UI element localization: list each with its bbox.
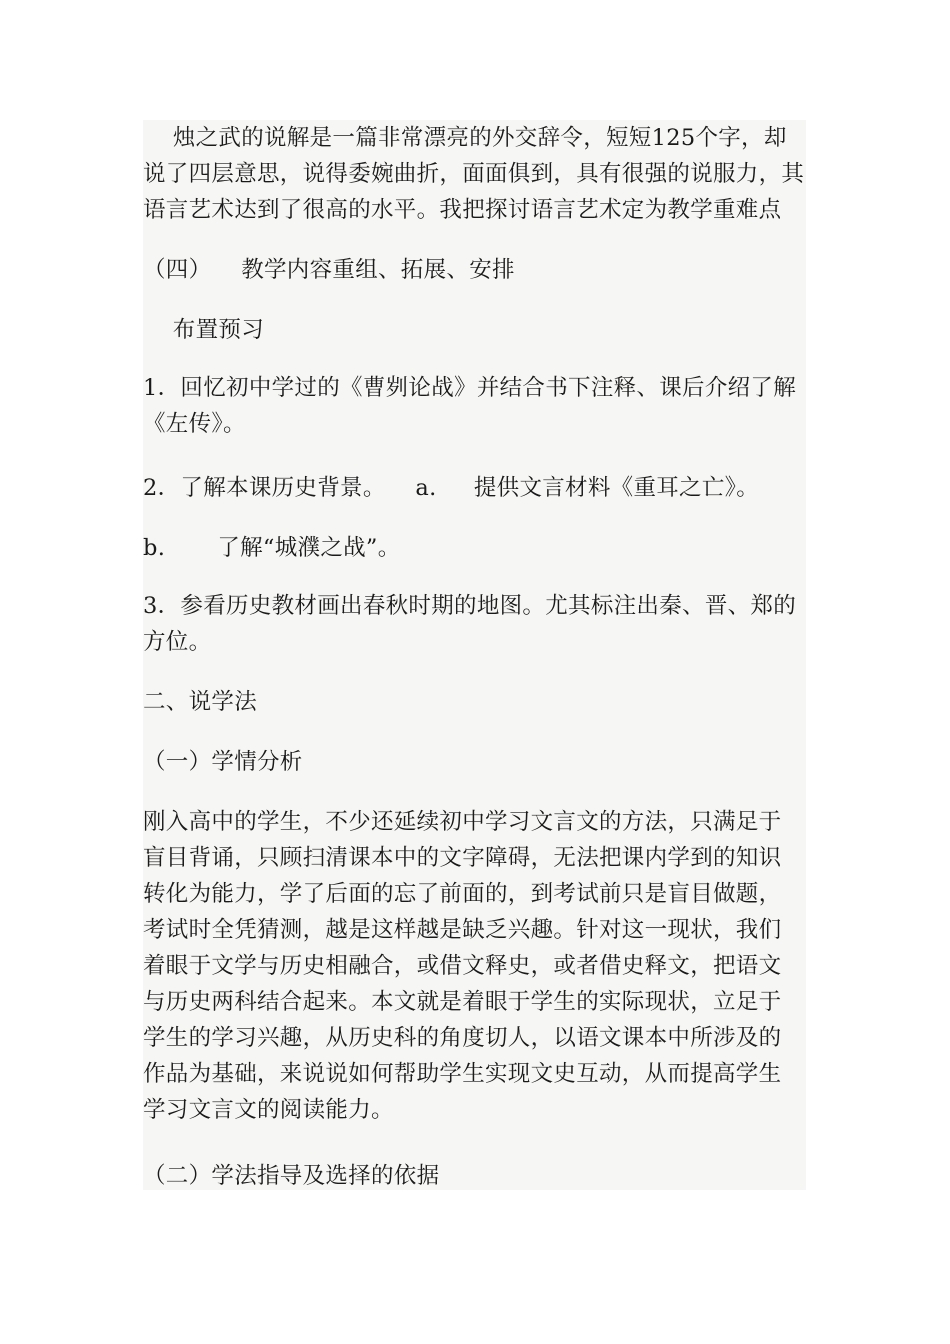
document-body (143, 120, 806, 1190)
section-heading: （四） 教学内容重组、拓展、安排 (143, 257, 515, 283)
section-heading: 二、说学法 (143, 689, 258, 715)
list-item: 1．回忆初中学过的《曹刿论战》并结合书下注释、课后介绍了解 (143, 375, 797, 401)
paragraph-line: 刚入高中的学生，不少还延续初中学习文言文的方法，只满足于 (143, 809, 782, 835)
list-item: 2．了解本课历史背景。 a. 提供文言材料《重耳之亡》。 (143, 475, 760, 501)
paragraph-line: 盲目背诵，只顾扫清课本中的文字障碍，无法把课内学到的知识 (143, 845, 782, 871)
list-item: 3．参看历史教材画出春秋时期的地图。尤其标注出秦、晋、郑的 (143, 593, 797, 619)
paragraph-line: 转化为能力，学了后面的忘了前面的，到考试前只是盲目做题， (143, 881, 782, 907)
list-item: b. 了解“城濮之战”。 (143, 535, 401, 561)
paragraph-line: 学生的学习兴趣，从历史科的角度切人，以语文课本中所涉及的 (143, 1025, 782, 1051)
paragraph-line: 布置预习 (143, 317, 265, 343)
paragraph-line: 学习文言文的阅读能力。 (143, 1097, 394, 1123)
subsection-heading: （一）学情分析 (143, 749, 303, 775)
subsection-heading: （二）学法指导及选择的依据 (143, 1163, 440, 1189)
paragraph-line: 语言艺术达到了很高的水平。我把探讨语言艺术定为教学重难点 (143, 197, 782, 223)
paragraph-line: 考试时全凭猜测，越是这样越是缺乏兴趣。针对这一现状，我们 (143, 917, 782, 943)
paragraph-line: 说了四层意思，说得委婉曲折，面面俱到，具有很强的说服力，其 (143, 161, 805, 187)
paragraph-line: 与历史两科结合起来。本文就是着眼于学生的实际现状，立足于 (143, 989, 782, 1015)
list-item: 《左传》。 (143, 411, 246, 437)
paragraph-line: 着眼于文学与历史相融合，或借文释史，或者借史释文，把语文 (143, 953, 782, 979)
list-item: 方位。 (143, 629, 212, 655)
paragraph-line: 烛之武的说解是一篇非常漂亮的外交辞令，短短125个字，却 (143, 125, 787, 151)
paragraph-line: 作品为基础，来说说如何帮助学生实现文史互动，从而提高学生 (143, 1061, 782, 1087)
